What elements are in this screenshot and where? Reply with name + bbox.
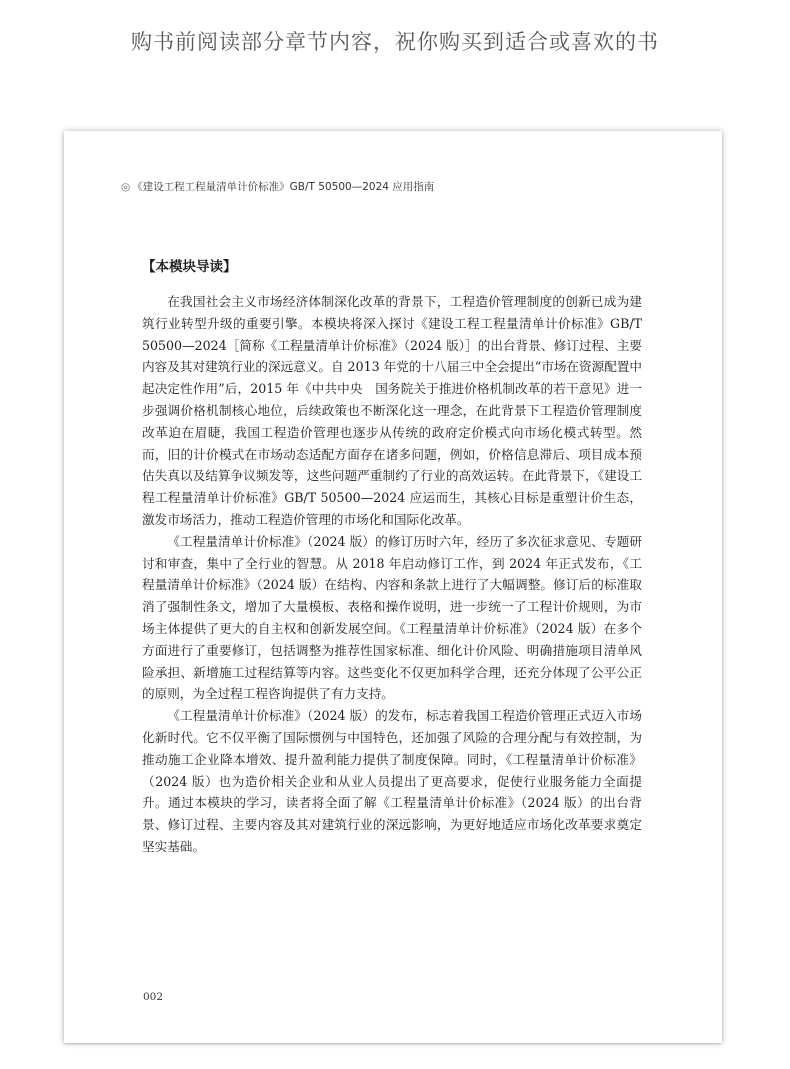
module-intro-body (142, 291, 642, 858)
running-header (121, 179, 434, 194)
module-title: 【本模块导读】 (142, 259, 237, 275)
page-number: 002 (143, 991, 164, 1003)
header-mark-icon: ◎ (121, 181, 131, 193)
book-page (64, 131, 722, 1043)
preview-notice-banner: 购书前阅读部分章节内容，祝你购买到适合或喜欢的书 (131, 30, 659, 54)
paragraph: 《工程量清单计价标准》（2024 版）的发布，标志着我国工程造价管理正式迈入市场化新时代。它不仅平衡了国际惯例与中国特色，还加强了风险的合理分配与有效控制，为推动施工企业降本增效、提升盈利能力提供了制度保障。同时，《工程量清单计价标准》（2024 版）也为造价相关企业和从业人员提出了更高要求，促使行业服务能力全面提升。通过本模块的学习，读者将全面了解《工程量清单计价标准》（2024 版）的出台背景、修订过程、主要内容及其对建筑行业的深远影响，为更好地适应市场化改革要求奠定坚实基础。 (142, 708, 642, 854)
paragraph: 《工程量清单计价标准》（2024 版）的修订历时六年，经历了多次征求意见、专题研讨和审查，集中了全行业的智慧。从 2018 年启动修订工作，到 2024 年正式发布，《工程量清单计价标准》（2024 版）在结构、内容和条款上进行了大幅调整。修订后的标准取消了强制性条文，增加了大量模板、表格和操作说明，进一步统一了工程计价规则，为市场主体提供了更大的自主权和创新发展空间。《工程量清单计价标准》（2024 版）在多个方面进行了重要修订，包括调整为推荐性国家标准、细化计价风险、明确措施项目清单风险承担、新增施工过程结算等内容。这些变化不仅更加科学合理，还充分体现了公平公正的原则，为全过程工程咨询提供了有力支持。 (142, 533, 642, 702)
paragraph: 在我国社会主义市场经济体制深化改革的背景下，工程造价管理制度的创新已成为建筑行业转型升级的重要引擎。本模块将深入探讨《建设工程工程量清单计价标准》GB/T 50500—2024［简称《工程量清单计价标准》（2024 版）］的出台背景、修订过程、主要内容及其对建筑行业的深远意义。自 2013 年党的十八届三中全会提出“市场在资源配置中起决定性作用”后，2015 年《中共中央 国务院关于推进价格机制改革的若干意见》进一步强调价格机制核心地位，后续政策也不断深化这一理念，在此背景下工程造价管理制度改革迫在眉睫，我国工程造价管理也逐步从传统的政府定价模式向市场化模式转型。然而，旧的计价模式在市场动态适配方面存在诸多问题，例如，价格信息滞后、项目成本预估失真以及结算争议频发等，这些问题严重制约了行业的高效运转。在此背景下，《建设工程工程量清单计价标准》GB/T 50500—2024 应运而生，其核心目标是重塑计价生态，激发市场活力，推动工程造价管理的市场化和国际化改革。 (142, 294, 642, 527)
running-header-text: 《建设工程工程量清单计价标准》GB/T 50500—2024 应用指南 (132, 181, 435, 193)
